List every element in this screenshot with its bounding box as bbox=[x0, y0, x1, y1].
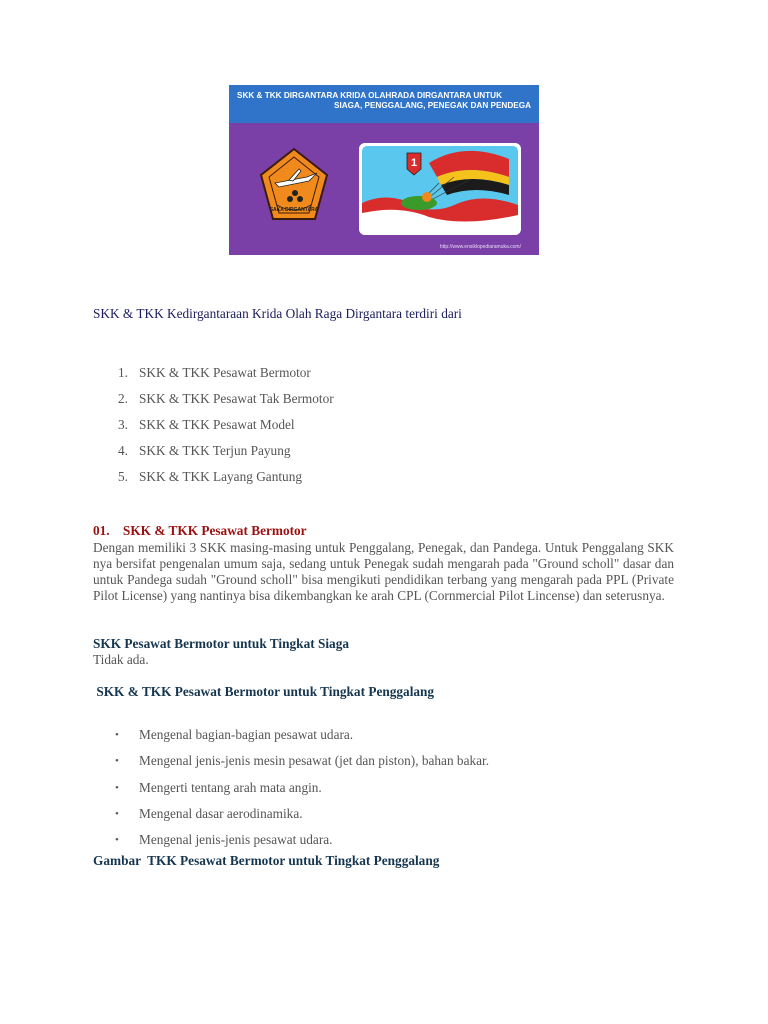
siaga-heading: SKK Pesawat Bermotor untuk Tingkat Siaga bbox=[93, 636, 350, 651]
list-item-label: Mengerti tentang arah mata angin. bbox=[139, 780, 322, 795]
section-heading: 01. SKK & TKK Pesawat Bermotor bbox=[93, 523, 307, 538]
bullet-icon: • bbox=[115, 834, 119, 846]
bullet-icon: • bbox=[115, 755, 119, 767]
list-number: 3. bbox=[118, 417, 128, 432]
gambar-heading: Gambar TKK Pesawat Bermotor untuk Tingkat Penggalang bbox=[93, 853, 440, 868]
list-item-label: SKK & TKK Layang Gantung bbox=[139, 469, 302, 484]
list-number: 2. bbox=[118, 391, 128, 406]
banner-image bbox=[229, 85, 539, 255]
banner-title-line1: SKK & TKK DIRGANTARA KRIDA OLAHRADA DIRGANTARA UNTUK bbox=[237, 91, 503, 100]
bullet-icon: • bbox=[115, 808, 119, 820]
banner-title-line2: SIAGA, PENGGALANG, PENEGAK DAN PENDEGA bbox=[334, 101, 531, 110]
list-number: 1. bbox=[118, 365, 128, 380]
section-paragraph: Dengan memiliki 3 SKK masing-masing untuk Penggalang, Penegak, dan Pandega. Untuk Penggalang SKK nya bersifat pengenalan umum saja, sedang untuk Penegak sudah mengarah pada "Ground scholl" dasar dan untuk Pandega sudah "Ground scholl" bisa mengikuti pendidikan terbang yang mengarah pada PPL (Private Pilot License) yang nantinya bisa dikembangkan ke arah CPL (Cornmercial Pilot Lincense) dan seterusnya. bbox=[93, 540, 674, 603]
list-item-label: Mengenal jenis-jenis mesin pesawat (jet dan piston), bahan bakar. bbox=[139, 753, 490, 768]
parachute-card bbox=[359, 143, 521, 235]
list-number: 4. bbox=[118, 443, 128, 458]
siaga-text: Tidak ada. bbox=[93, 652, 149, 667]
list-item-label: SKK & TKK Pesawat Tak Bermotor bbox=[139, 391, 334, 406]
list-item-label: Mengenal bagian-bagian pesawat udara. bbox=[139, 727, 354, 742]
penggalang-heading: SKK & TKK Pesawat Bermotor untuk Tingkat Penggalang bbox=[93, 684, 435, 699]
list-item-label: SKK & TKK Pesawat Bermotor bbox=[139, 365, 311, 380]
list-number: 5. bbox=[118, 469, 128, 484]
bullet-icon: • bbox=[115, 729, 119, 741]
saka-dirgantara-emblem bbox=[259, 147, 329, 227]
list-item-label: Mengenal dasar aerodinamika. bbox=[139, 806, 303, 821]
bullet-icon: • bbox=[115, 782, 119, 794]
banner-url: http://www.ensiklopediaramuka.com/ bbox=[439, 244, 521, 250]
banner-header bbox=[229, 85, 539, 123]
list-item-label: Mengenal jenis-jenis pesawat udara. bbox=[139, 832, 333, 847]
badge-number: 1 bbox=[410, 157, 418, 169]
list-item-label: SKK & TKK Pesawat Model bbox=[139, 417, 295, 432]
list-item-label: SKK & TKK Terjun Payung bbox=[139, 443, 291, 458]
intro-text: SKK & TKK Kedirgantaraan Krida Olah Raga Dirgantara terdiri dari bbox=[93, 306, 462, 321]
emblem-label: SAKA DIRGANTARA bbox=[269, 207, 319, 213]
